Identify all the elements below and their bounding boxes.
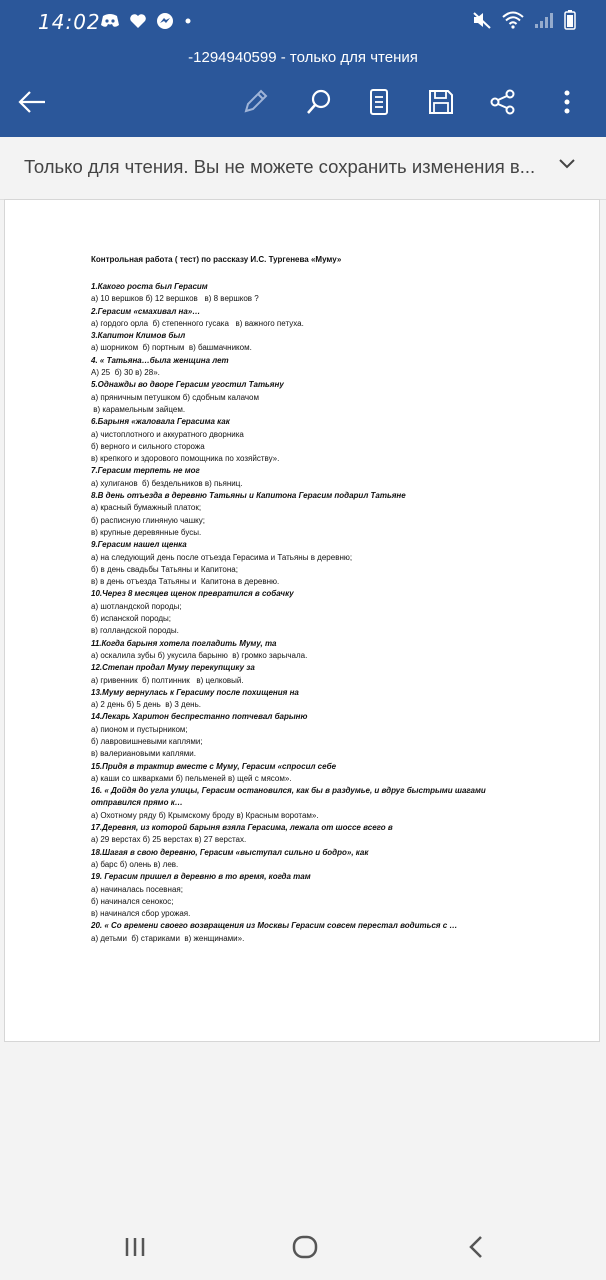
document-lines	[91, 281, 561, 945]
home-button[interactable]	[285, 1232, 325, 1262]
discord-icon	[100, 13, 120, 29]
question-line: 6.Барыня «жаловала Герасима как	[91, 417, 230, 427]
question-line: 11.Когда барыня хотела погладить Муму, та	[91, 638, 277, 648]
answer-line: б) верного и сильного сторожа	[91, 441, 205, 451]
share-button[interactable]	[486, 85, 520, 119]
answer-line: а) оскалила зубы б) укусила барыню в) громко зарычала.	[91, 650, 308, 660]
question-line: 4. « Татьяна…была женщина лет	[91, 355, 229, 365]
question-line: отправился прямо к…	[91, 798, 183, 808]
back-arrow-icon	[17, 90, 47, 114]
question-line: 1.Какого роста был Герасим	[91, 282, 208, 291]
answer-line: а) 29 верстах б) 25 верстах в) 27 верстах.	[91, 835, 247, 845]
document-title: -1294940599 - только для чтения	[188, 49, 418, 66]
question-line: 9.Герасим нашел щенка	[91, 540, 187, 550]
share-icon	[489, 88, 517, 116]
answer-line: б) начинался сенокос;	[91, 896, 174, 906]
document-heading: Контрольная работа ( тест) по рассказу И.С. Тургенева «Муму»	[91, 255, 342, 264]
answer-line: а) красный бумажный платок;	[91, 503, 202, 513]
answer-line: а) шорником б) портным в) башмачником.	[91, 343, 252, 353]
messenger-icon	[156, 12, 174, 30]
signal-icon	[534, 11, 554, 29]
back-button[interactable]	[15, 85, 49, 119]
app-bar	[0, 42, 606, 137]
question-line: 10.Через 8 месяцев щенок превратился в собачку	[91, 589, 294, 599]
dot-icon	[183, 16, 193, 26]
question-line: 13.Муму вернулась к Герасиму после похищения на	[91, 687, 299, 697]
question-line: 15.Придя в трактир вместе с Муму, Герасим «спросил себе	[91, 761, 337, 771]
expand-banner-button[interactable]	[558, 157, 576, 175]
recent-apps-button[interactable]	[115, 1232, 155, 1262]
answer-line: в) крепкого и здорового помощника по хозяйству».	[91, 454, 280, 464]
back-nav-button[interactable]	[456, 1232, 496, 1262]
answer-line: б) расписную глиняную чашку;	[91, 515, 205, 525]
recent-apps-icon	[122, 1235, 148, 1259]
question-line: 5.Однажды во дворе Герасим угостил Татьяну	[91, 380, 284, 390]
home-icon	[291, 1234, 319, 1260]
search-button[interactable]	[302, 85, 336, 119]
question-line: 20. « Со времени своего возвращения из Москвы Герасим совсем перестал водиться с …	[91, 921, 458, 931]
answer-line: а) Охотному ряду б) Крымскому броду в) Красным воротам».	[91, 810, 319, 820]
status-time: 14:02	[38, 10, 101, 34]
document-page[interactable]	[4, 199, 600, 1042]
answer-line: в) валериановыми каплями.	[91, 749, 196, 759]
question-line: 2.Герасим «смахивал на»…	[91, 306, 201, 316]
answer-line: а) начиналась посевная;	[91, 884, 183, 894]
edit-pen-icon	[241, 88, 269, 116]
more-options-icon	[562, 88, 572, 116]
document-content	[91, 255, 561, 945]
answer-line: б) в день свадьбы Татьяны и Капитона;	[91, 564, 238, 574]
answer-line: а) каши со шкварками б) пельменей в) щей с мясом».	[91, 773, 292, 783]
mobile-view-icon	[367, 88, 391, 116]
question-line: 3.Капитон Климов был	[91, 331, 186, 341]
wifi-icon	[502, 11, 524, 29]
answer-line: А) 25 б) 30 в) 28».	[91, 368, 160, 378]
question-line: 17.Деревня, из которой барыня взяла Герасима, лежала от шоссе всего в	[91, 823, 393, 833]
answer-line: а) барс б) олень в) лев.	[91, 859, 179, 869]
answer-line: а) чистоплотного и аккуратного дворника	[91, 429, 244, 439]
answer-line: а) пионом и пустырником;	[91, 724, 188, 734]
back-icon	[465, 1234, 487, 1260]
mute-icon	[472, 11, 492, 29]
system-nav-bar	[0, 1212, 606, 1280]
chevron-down-icon	[558, 158, 576, 170]
answer-line: в) крупные деревянные бусы.	[91, 527, 202, 537]
question-line: 12.Степан продал Муму перекупщику за	[91, 663, 255, 673]
answer-line: а) гордого орла б) степенного гусака в) важного петуха.	[91, 318, 304, 328]
answer-line: а) детьми б) стариками в) женщинами».	[91, 933, 245, 943]
save-button[interactable]	[424, 85, 458, 119]
answer-line: а) хулиганов б) бездельников в) пьяниц.	[91, 478, 243, 488]
battery-icon	[564, 10, 576, 30]
answer-line: а) 2 день б) 5 день в) 3 день.	[91, 700, 201, 710]
more-options-button[interactable]	[550, 85, 584, 119]
question-line: 8.В день отъезда в деревню Татьяны и Капитона Герасим подарил Татьяне	[91, 491, 406, 501]
heart-icon	[129, 13, 147, 29]
answer-line: а) 10 вершков б) 12 вершков в) 8 вершков ?	[91, 294, 259, 304]
save-icon	[427, 88, 455, 116]
answer-line: б) лавровишневыми каплями;	[91, 736, 203, 746]
question-line: 18.Шагая в свою деревню, Герасим «выступал сильно и бодро», как	[91, 847, 369, 857]
read-only-message: Только для чтения. Вы не можете сохранить изменения в...	[24, 156, 536, 177]
question-line: 14.Лекарь Харитон беспрестанно потчевал барыню	[91, 712, 308, 722]
edit-button[interactable]	[238, 85, 272, 119]
answer-line: в) карамельным зайцем.	[91, 404, 186, 414]
read-only-banner[interactable]	[0, 137, 606, 200]
status-bar	[0, 0, 606, 42]
answer-line: б) испанской породы;	[91, 614, 172, 624]
answer-line: в) начинался сбор урожая.	[91, 909, 191, 919]
answer-line: а) пряничным петушком б) сдобным калачом	[91, 392, 259, 402]
answer-line: а) на следующий день после отъезда Герасима и Татьяны в деревню;	[91, 552, 353, 562]
question-line: 19. Герасим пришел в деревню в то время, когда там	[91, 872, 311, 882]
mobile-view-button[interactable]	[362, 85, 396, 119]
answer-line: а) гривенник б) полтинник в) целковый.	[91, 675, 244, 685]
search-icon	[305, 88, 333, 116]
answer-line: а) шотландской породы;	[91, 601, 182, 611]
question-line: 16. « Дойдя до угла улицы, Герасим остановился, как бы в раздумье, и вдруг быстрыми шагами	[91, 786, 486, 796]
question-line: 7.Герасим терпеть не мог	[91, 466, 200, 476]
answer-line: в) голландской породы.	[91, 626, 179, 636]
answer-line: в) в день отъезда Татьяны и Капитона в деревню.	[91, 577, 280, 587]
